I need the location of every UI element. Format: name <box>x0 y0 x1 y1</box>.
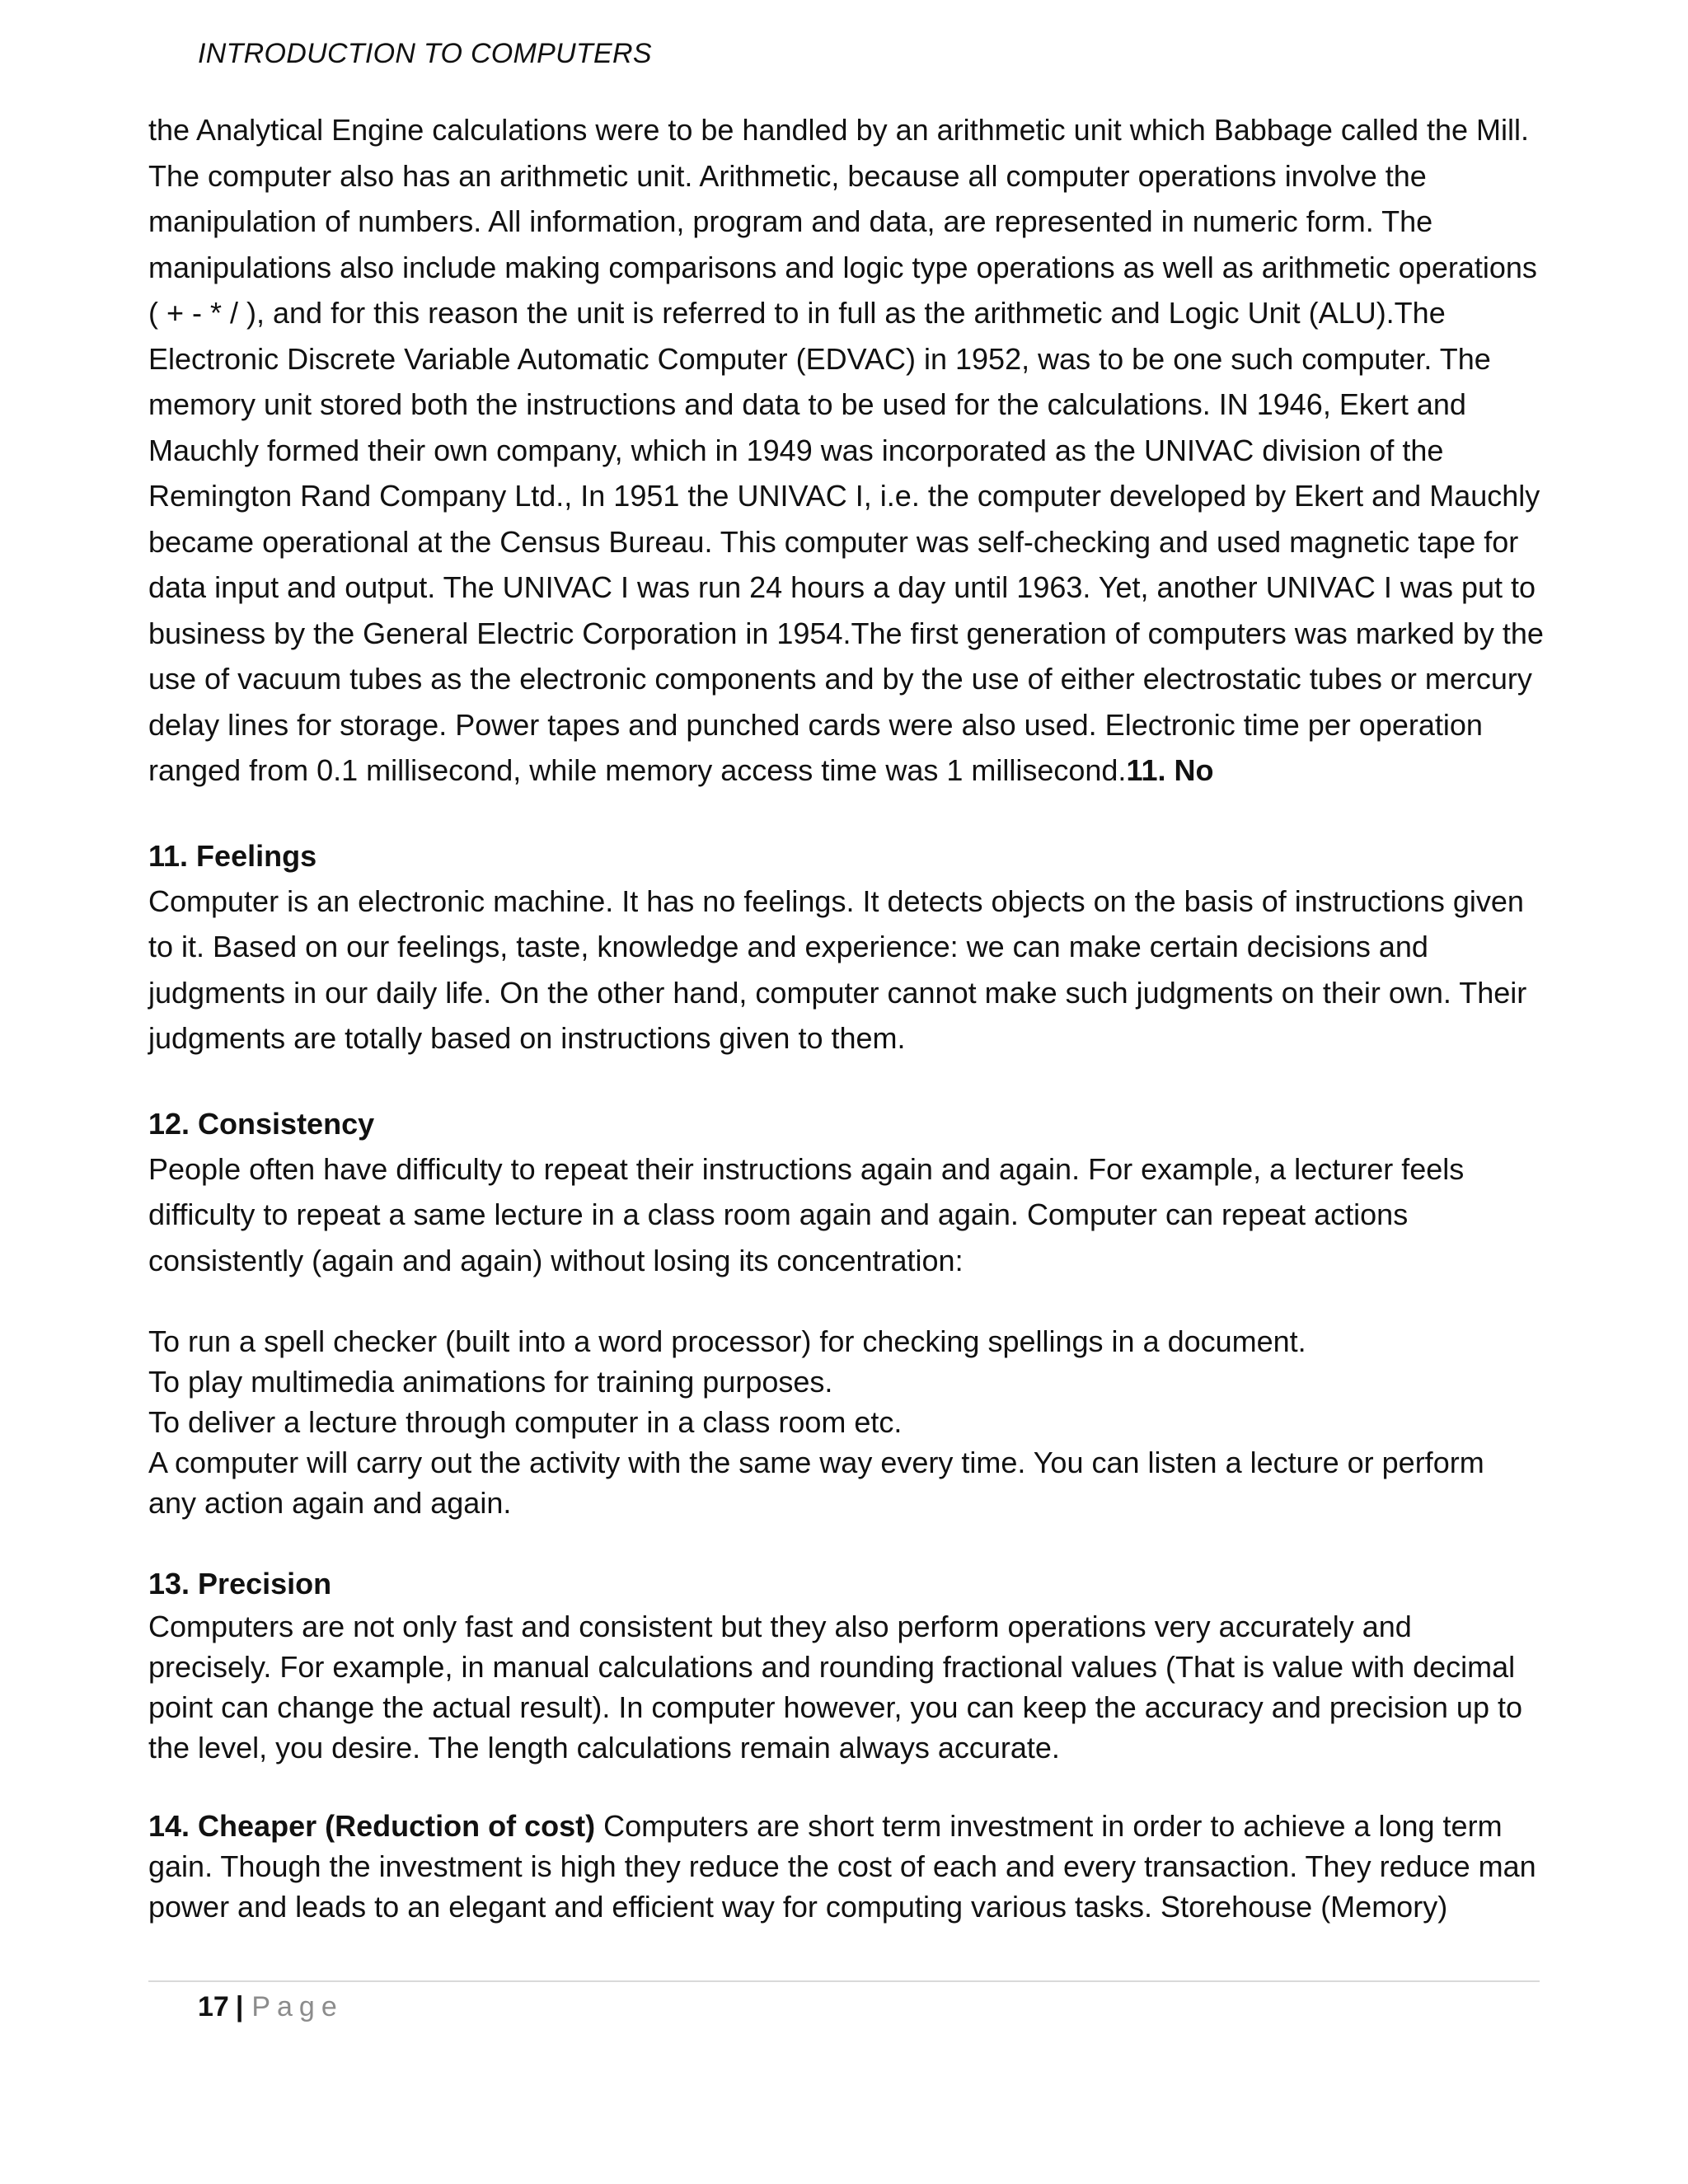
text-line: Mauchly formed their own company, which in 1949 was incorporated as the UNIVAC division of the <box>148 433 1444 467</box>
text-line: the level, you desire. The length calculations remain always accurate. <box>148 1731 1060 1765</box>
section-cheaper <box>148 1806 1566 1927</box>
section-heading: 14. Cheaper (Reduction of cost) <box>148 1809 596 1843</box>
list-item: To deliver a lecture through computer in a class room etc. <box>148 1405 903 1439</box>
text-line: became operational at the Census Bureau. This computer was self-checking and used magnetic tape for <box>148 524 1519 559</box>
intro-paragraph <box>148 107 1566 794</box>
page-number: 17 <box>198 1991 229 2022</box>
document-body <box>148 107 1566 1927</box>
section-consistency <box>148 1101 1566 1524</box>
list-item: To play multimedia animations for training purposes. <box>148 1365 833 1399</box>
bold-run: 11. No <box>1126 753 1214 787</box>
text-line: to it. Based on our feelings, taste, knowledge and experience: we can make certain decisions and <box>148 930 1428 963</box>
text-line: People often have difficulty to repeat their instructions again and again. For example, a lecturer feels <box>148 1151 1465 1186</box>
text-line: gain. Though the investment is high they reduce the cost of each and every transaction. They reduce man <box>148 1849 1536 1883</box>
text-line: Computers are not only fast and consistent but they also perform operations very accurately and <box>148 1610 1412 1643</box>
running-header: INTRODUCTION TO COMPUTERS <box>198 38 652 69</box>
text-line <box>148 748 1566 794</box>
text-line: The computer also has an arithmetic unit. Arithmetic, because all computer operations involve the <box>148 158 1427 193</box>
text-line: ( + - * / ), and for this reason the unit is referred to in full as the arithmetic and Logic Unit (ALU).The <box>148 296 1446 330</box>
list-item: A computer will carry out the activity with the same way every time. You can listen a lecture or perform <box>148 1446 1484 1479</box>
text-line: power and leads to an elegant and efficient way for computing various tasks. Storehouse (Memory) <box>148 1890 1448 1924</box>
section-heading: 13. Precision <box>148 1567 332 1601</box>
text-line: Computer is an electronic machine. It has no feelings. It detects objects on the basis of instructions given <box>148 883 1524 918</box>
page-label: Page <box>251 1991 344 2022</box>
text-line <box>148 1806 1566 1846</box>
text-line: delay lines for storage. Power tapes and punched cards were also used. Electronic time per operation <box>148 707 1483 742</box>
text-line: judgments in our daily life. On the other hand, computer cannot make such judgments on their own. Their <box>148 975 1527 1010</box>
text-line: Electronic Discrete Variable Automatic Computer (EDVAC) in 1952, was to be one such computer. The <box>148 341 1491 376</box>
text-line: judgments are totally based on instructions given to them. <box>148 1021 906 1055</box>
list-item: To run a spell checker (built into a word processor) for checking spellings in a document. <box>148 1324 1306 1358</box>
text-line: manipulation of numbers. All information, program and data, are represented in numeric form. The <box>148 204 1433 238</box>
text-line: point can change the actual result). In computer however, you can keep the accuracy and precision up to <box>148 1690 1523 1724</box>
text-line: use of vacuum tubes as the electronic components and by the use of either electrostatic tubes or mercury <box>148 662 1532 696</box>
section-precision <box>148 1561 1566 1768</box>
footer-separator: | <box>235 1991 244 2022</box>
text-line: memory unit stored both the instructions and data to be used for the calculations. IN 1946, Ekert and <box>148 387 1466 421</box>
text-run: ranged from 0.1 millisecond, while memory access time was 1 millisecond. <box>148 753 1127 787</box>
text-line: manipulations also include making comparisons and logic type operations as well as arithmetic operations <box>148 250 1537 284</box>
text-line: Remington Rand Company Ltd., In 1951 the UNIVAC I, i.e. the computer developed by Ekert and Mauchly <box>148 479 1540 513</box>
page-footer <box>198 1986 344 2027</box>
text-run: Computers are short term investment in order to achieve a long term <box>595 1809 1503 1843</box>
text-line: difficulty to repeat a same lecture in a class room again and again. Computer can repeat actions <box>148 1197 1409 1231</box>
list-item: any action again and again. <box>148 1486 512 1520</box>
section-feelings <box>148 833 1566 1062</box>
text-line: business by the General Electric Corporation in 1954.The first generation of computers was marked by the <box>148 616 1544 650</box>
text-line: precisely. For example, in manual calculations and rounding fractional values (That is value with decimal <box>148 1650 1516 1684</box>
section-heading: 11. Feelings <box>148 838 317 873</box>
text-line: data input and output. The UNIVAC I was run 24 hours a day until 1963. Yet, another UNIVAC I was put to <box>148 570 1536 604</box>
section-heading: 12. Consistency <box>148 1106 375 1141</box>
text-line: consistently (again and again) without losing its concentration: <box>148 1243 964 1277</box>
text-line: the Analytical Engine calculations were to be handled by an arithmetic unit which Babbage called the Mill. <box>148 113 1530 147</box>
footer-divider <box>148 1980 1540 1982</box>
